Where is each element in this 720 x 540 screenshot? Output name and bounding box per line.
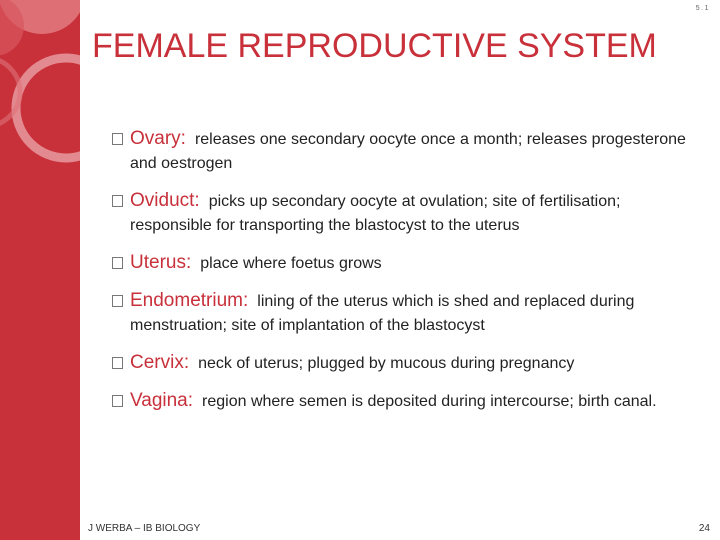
checkbox-bullet-icon: [112, 295, 123, 307]
bullet-list: [112, 127, 702, 427]
bullet-item-endometrium: [112, 289, 702, 338]
decorative-sidebar: [0, 0, 80, 540]
bullet-text: releases one secondary oocyte once a month; releases progesterone and oestrogen: [130, 131, 686, 172]
bullet-item-oviduct: [112, 189, 702, 238]
bullet-item-vagina: [112, 389, 702, 414]
bullet-term: Uterus:: [130, 252, 192, 273]
bullet-term: Vagina:: [130, 390, 194, 411]
checkbox-bullet-icon: [112, 133, 123, 145]
decorative-circles-graphic: [0, 0, 80, 540]
bullet-term: Ovary:: [130, 128, 186, 149]
bullet-term: Cervix:: [130, 352, 190, 373]
page-number: 24: [698, 523, 710, 534]
bullet-text: region where semen is deposited during intercourse; birth canal.: [202, 393, 657, 410]
bullet-item-ovary: [112, 127, 702, 176]
checkbox-bullet-icon: [112, 395, 123, 407]
bullet-term: Oviduct:: [130, 190, 200, 211]
slide-number: 5.1: [695, 5, 710, 12]
bullet-item-cervix: [112, 351, 702, 376]
bullet-item-uterus: [112, 251, 702, 276]
bullet-text: place where foetus grows: [200, 255, 382, 272]
checkbox-bullet-icon: [112, 357, 123, 369]
bullet-text: lining of the uterus which is shed and replaced during menstruation; site of implantation of the blastocyst: [130, 293, 635, 334]
bullet-text: neck of uterus; plugged by mucous during pregnancy: [198, 355, 575, 372]
bullet-text: picks up secondary oocyte at ovulation; site of fertilisation; responsible for transporting the blastocyst to the uterus: [130, 193, 621, 234]
checkbox-bullet-icon: [112, 195, 123, 207]
bullet-term: Endometrium:: [130, 290, 249, 311]
checkbox-bullet-icon: [112, 257, 123, 269]
slide-title: FEMALE REPRODUCTIVE SYSTEM: [92, 27, 657, 65]
footer-author: J WERBA – IB BIOLOGY: [88, 523, 201, 534]
